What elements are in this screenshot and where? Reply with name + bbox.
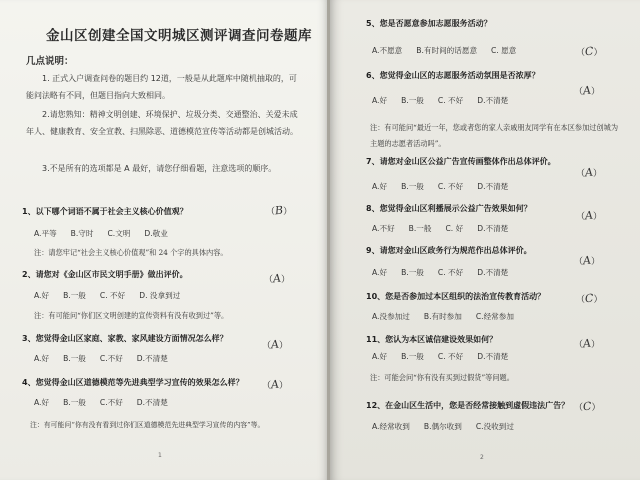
intro-paragraph-1: 1. 正式入户调查问卷的题目约 12道，一般是从此题库中随机抽取的，可能问法略有不同，但题目指向大致相同。 <box>26 74 297 100</box>
handwritten-answer-2: A <box>272 271 282 286</box>
options-2 <box>34 290 194 301</box>
answer-slot-1: （B） <box>266 203 293 218</box>
question-5: 5、您是否愿意参加志愿服务活动？ <box>366 19 492 28</box>
handwritten-answer-6: A <box>582 83 592 98</box>
options-6 <box>372 95 522 106</box>
option-4a: A.好 <box>34 398 50 407</box>
option-7c: C. 不好 <box>437 182 464 191</box>
option-5b: B.有时间的话愿意 <box>416 46 478 55</box>
option-12a: A.经常收到 <box>372 422 410 431</box>
question-10: 10、您是否参加过本区组织的法治宣传教育活动？ <box>366 292 546 301</box>
options-1 <box>34 228 182 239</box>
option-6d: D.不清楚 <box>477 96 509 105</box>
question-3: 3、您觉得金山区家庭、家教、家风建设方面情况怎么样？ <box>22 334 228 343</box>
answer-slot-8: （A） <box>576 208 602 223</box>
options-7 <box>372 181 522 192</box>
options-9 <box>372 267 522 278</box>
answer-slot-3: （A） <box>262 337 288 352</box>
options-8 <box>372 223 522 234</box>
answer-slot-12: （C） <box>574 399 601 414</box>
option-3c: C.不好 <box>99 354 123 363</box>
question-2: 2、请您对《金山区市民文明手册》做出评价。 <box>22 270 188 279</box>
question-7: 7、请您对金山区公益广告宣传画整体作出总体评价。 <box>366 157 556 166</box>
option-8d: D.不清楚 <box>477 224 509 233</box>
question-12: 12、在金山区生活中，您是否经常接触到虚假违法广告？ <box>366 401 570 410</box>
answer-slot-2: （A） <box>264 271 290 286</box>
question-6: 6、您觉得金山区的志愿服务活动氛围是否浓厚？ <box>366 71 540 80</box>
note-6: 注：有可能问“最近一年，您或者您的家人亲戚朋友同学有在本区参加过创城为主题的志愿者活动吗”。 <box>370 123 619 148</box>
intro-paragraph-2: 2.请您熟知：精神文明创建、环境保护、垃圾分类、交通整治、关爱未成年人、健康教育、安全宣教、扫黑除恶、道德模范宣传等活动都是创城活动。 <box>26 110 298 136</box>
option-9b: B.一般 <box>401 268 424 277</box>
note-11: 注：可能会问“你有没有买到过假货”等问题。 <box>370 373 514 382</box>
option-11a: A.好 <box>372 352 388 361</box>
option-2a: A.好 <box>34 291 50 300</box>
options-4 <box>34 397 182 408</box>
note-1: 注：请您牢记“社会主义核心价值观”和 24 个字的具体内容。 <box>34 248 228 257</box>
option-12b: B.偶尔收到 <box>423 422 462 431</box>
option-2d: D. 没拿到过 <box>139 291 181 300</box>
option-4b: B.一般 <box>63 398 86 407</box>
answer-slot-5: （C） <box>576 44 603 59</box>
question-11: 11、您认为本区诚信建设效果如何？ <box>366 335 498 344</box>
handwritten-answer-4: A <box>270 377 280 392</box>
document-title: 金山区创建全国文明城区测评调查问卷题库 <box>46 28 312 44</box>
option-9d: D.不清楚 <box>477 268 509 277</box>
page-number-left: 1 <box>158 452 162 459</box>
options-5 <box>372 45 530 56</box>
handwritten-answer-10: C <box>584 291 595 306</box>
handwritten-answer-1: B <box>274 203 284 218</box>
handwritten-answer-5: C <box>584 44 595 59</box>
page-number-right: 2 <box>480 454 484 461</box>
option-9c: C. 不好 <box>437 268 464 277</box>
handwritten-answer-7: A <box>584 165 594 180</box>
options-3 <box>34 353 182 364</box>
option-1d: D.敬业 <box>144 229 168 238</box>
answer-slot-11: （A） <box>574 336 600 351</box>
question-9: 9、请您对金山区政务行为规范作出总体评价。 <box>366 246 532 255</box>
option-3b: B.一般 <box>63 354 86 363</box>
option-8b: B.一般 <box>408 224 432 233</box>
handwritten-answer-11: A <box>582 336 592 351</box>
option-11b: B.一般 <box>401 352 424 361</box>
answer-slot-9: （A） <box>574 253 600 268</box>
question-1: 1、以下哪个词语不属于社会主义核心价值观？ <box>22 207 188 216</box>
option-12c: C.没收到过 <box>475 422 514 431</box>
option-7d: D.不清楚 <box>477 182 509 191</box>
option-10c: C.经常参加 <box>475 312 514 321</box>
option-1b: B.守时 <box>70 229 94 238</box>
intro-heading: 几点说明： <box>26 56 74 67</box>
note-4: 注：有可能问“你有没有看到过你们区道德模范先进典型学习宣传的内容”等。 <box>30 421 265 429</box>
options-12 <box>372 421 528 432</box>
handwritten-answer-9: A <box>582 253 592 268</box>
option-3a: A.好 <box>34 354 50 363</box>
option-2b: B.一般 <box>63 291 86 300</box>
option-2c: C. 不好 <box>99 291 126 300</box>
option-10b: B.有时参加 <box>423 312 462 321</box>
option-3d: D.不清楚 <box>136 354 168 363</box>
handwritten-answer-12: C <box>582 399 593 414</box>
option-4c: C.不好 <box>99 398 123 407</box>
option-6a: A.好 <box>372 96 388 105</box>
option-6b: B.一般 <box>401 96 424 105</box>
option-7b: B.一般 <box>401 182 424 191</box>
option-11d: D.不清楚 <box>477 352 509 361</box>
options-11 <box>372 351 522 362</box>
option-10a: A.没参加过 <box>372 312 410 321</box>
options-10 <box>372 311 528 322</box>
option-1a: A.平等 <box>34 229 57 238</box>
option-5c: C. 愿意 <box>491 46 517 55</box>
intro-paragraph-3: 3.不是所有的选项都是 A 最好，请您仔细看题，注意选项的顺序。 <box>42 164 277 173</box>
option-7a: A.好 <box>372 182 388 191</box>
option-8a: A.不好 <box>372 224 395 233</box>
option-8c: C. 好 <box>445 224 464 233</box>
answer-slot-7: （A） <box>576 165 602 180</box>
option-1c: C.文明 <box>107 229 131 238</box>
answer-slot-4: （A） <box>262 377 288 392</box>
option-11c: C. 不好 <box>437 352 464 361</box>
option-9a: A.好 <box>372 268 388 277</box>
answer-slot-6: （A） <box>574 83 600 98</box>
question-8: 8、您觉得金山区利播展示公益广告效果如何？ <box>366 204 532 213</box>
option-5a: A.不愿意 <box>372 46 403 55</box>
option-4d: D.不清楚 <box>136 398 168 407</box>
handwritten-answer-3: A <box>270 337 280 352</box>
handwritten-answer-8: A <box>584 208 594 223</box>
answer-slot-10: （C） <box>576 291 603 306</box>
note-2: 注：有可能问“你们区文明创建的宣传资料有没有收到过”等。 <box>34 311 229 320</box>
question-4: 4、您觉得金山区道德模范等先进典型学习宣传的效果怎么样？ <box>22 378 244 387</box>
right-page <box>330 0 640 480</box>
option-6c: C. 不好 <box>437 96 464 105</box>
